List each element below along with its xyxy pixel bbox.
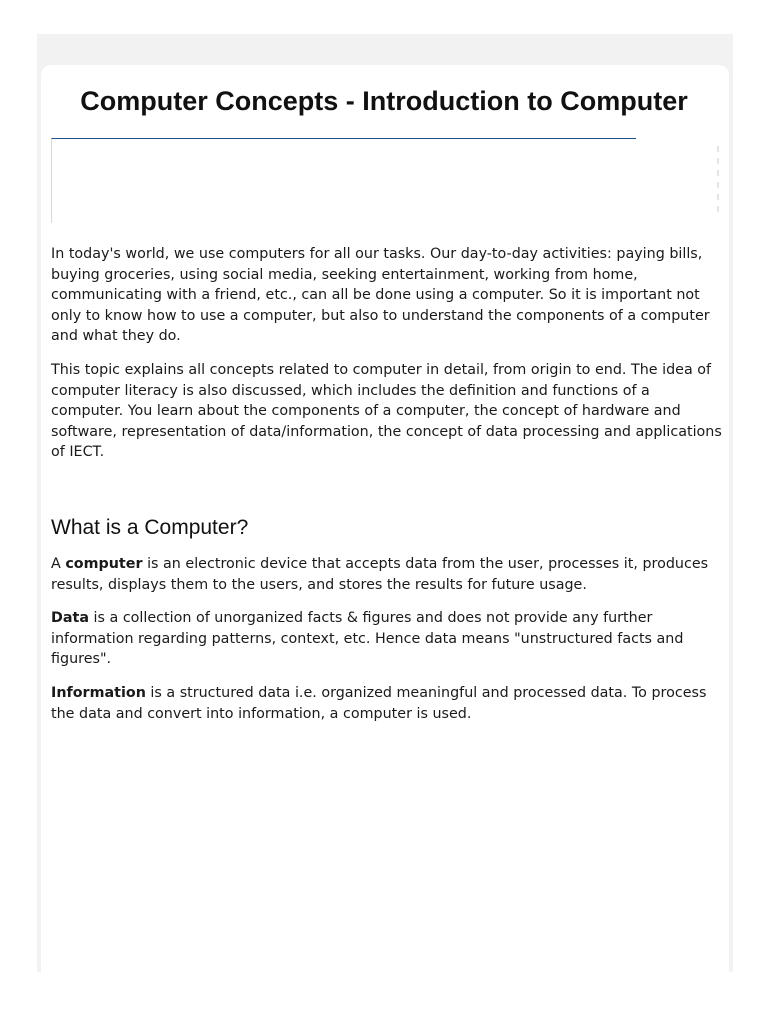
- data-definition: [51, 608, 723, 670]
- intro-paragraph-1: In today's world, we use computers for all our tasks. Our day-to-day activities: paying bills, buying groceries, using social media, seeking entertainment, working from home, communicating with a friend, etc., can all be done using a computer. So it is important not only to know how to use a computer, but also to understand the components of a computer and what they do.: [51, 246, 710, 345]
- data-term: Data: [51, 610, 89, 627]
- computer-definition: [51, 554, 723, 595]
- computer-term: computer: [65, 555, 143, 572]
- ad-placeholder-edge: [717, 146, 719, 216]
- article-body: [51, 244, 723, 737]
- computer-definition-prefix: A: [51, 555, 66, 572]
- section-heading: What is a Computer?: [51, 515, 249, 539]
- information-definition: [51, 683, 723, 724]
- computer-definition-text: is an electronic device that accepts data from the user, processes it, produces results, displays them to the users, and stores the results for future usage.: [51, 555, 709, 593]
- information-term: Information: [51, 684, 146, 701]
- information-definition-text: is a structured data i.e. organized meaningful and processed data. To process the data and convert into information, a computer is used.: [51, 684, 707, 722]
- page-title: Computer Concepts - Introduction to Computer: [80, 86, 688, 116]
- data-definition-text: is a collection of unorganized facts & figures and does not provide any further information regarding patterns, context, etc. Hence data means "unstructured facts and figures".: [51, 610, 684, 668]
- ad-placeholder: [51, 138, 636, 223]
- intro-paragraph-2: This topic explains all concepts related to computer in detail, from origin to end. The idea of computer literacy is also discussed, which includes the definition and functions of a computer. You learn about the components of a computer, the concept of hardware and software, representation of data/information, the concept of data processing and applications of IECT.: [51, 361, 722, 461]
